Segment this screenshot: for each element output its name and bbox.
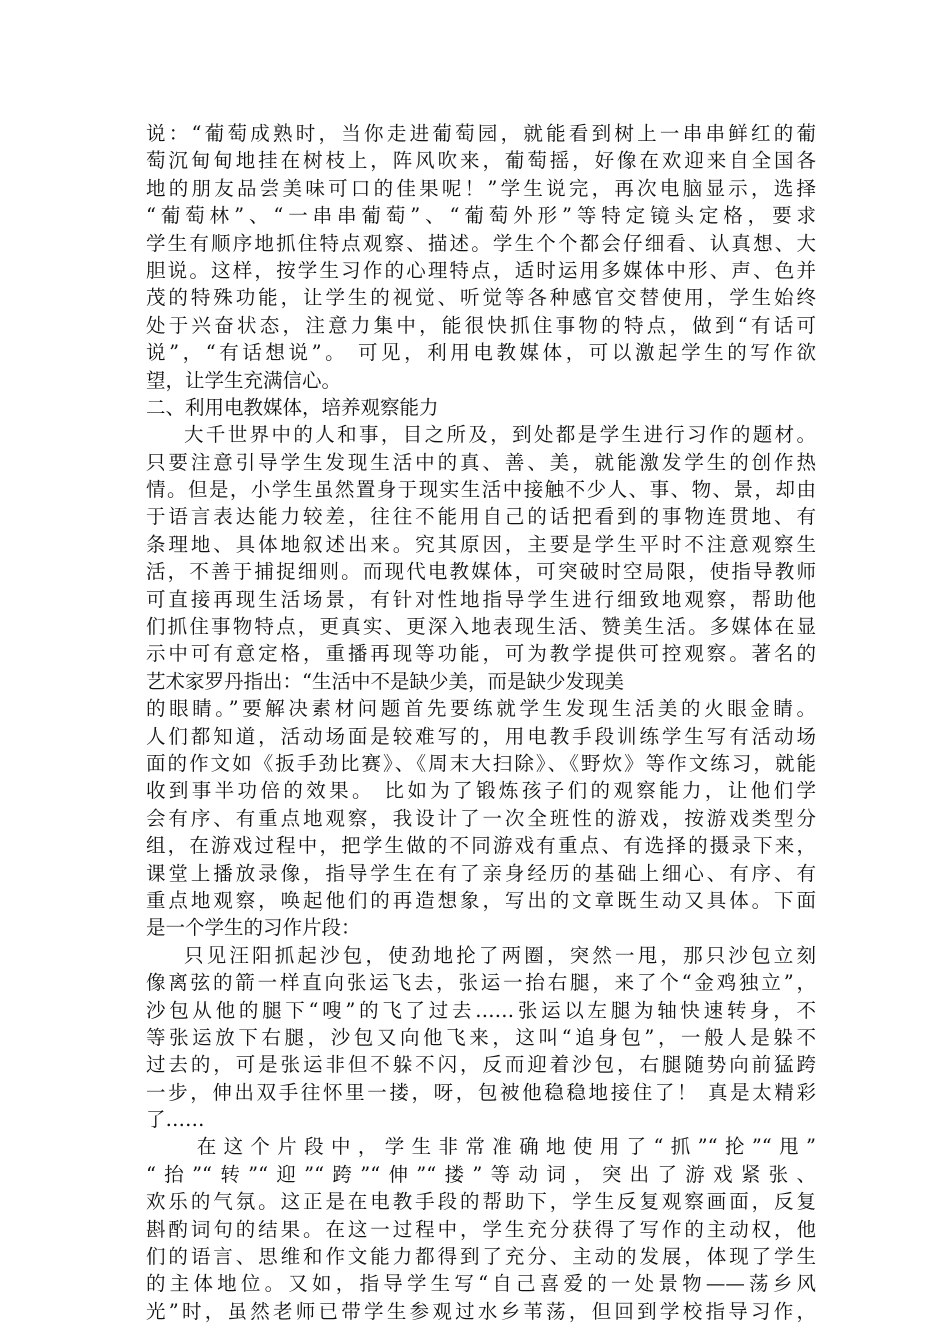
section-heading: 二、利用电教媒体，培养观察能力 xyxy=(146,395,439,419)
text-line: 萄沉甸甸地挂在树枝上，阵风吹来，葡萄摇，好像在欢迎来自全国各 xyxy=(146,149,816,173)
text-line: 沙包从他的腿下“嗖”的飞了过去……张运以左腿为轴快速转身，不 xyxy=(146,998,816,1022)
text-line: 只见汪阳抓起沙包，使劲地抡了两圈，突然一甩，那只沙包立刻 xyxy=(184,943,816,967)
text-line: 们的语言、思维和作文能力都得到了充分、主动的发展，体现了学生 xyxy=(146,1245,816,1269)
text-line: 的眼睛。”要解决素材问题首先要练就学生发现生活美的火眼金睛。 xyxy=(146,697,816,721)
text-line: 等张运放下右腿，沙包又向他飞来，这叫“追身包”，一般人是躲不 xyxy=(146,1025,816,1049)
text-line: 地的朋友品尝美味可口的佳果呢！”学生说完，再次电脑显示，选择 xyxy=(146,176,816,200)
text-line: 只要注意引导学生发现生活中的真、善、美，就能激发学生的创作热 xyxy=(146,450,816,474)
text-line: 说：“葡萄成熟时，当你走进葡萄园，就能看到树上一串串鲜红的葡 xyxy=(146,122,816,145)
text-line: 胆说。这样，按学生习作的心理特点，适时运用多媒体中形、声、色并 xyxy=(146,258,816,282)
text-line: 情。但是，小学生虽然置身于现实生活中接触不少人、事、物、景，却由 xyxy=(146,478,816,502)
text-line: 可直接再现生活场景，有针对性地指导学生进行细致地观察，帮助他 xyxy=(146,587,816,611)
text-line: 们抓住事物特点，更真实、更深入地表现生活、赞美生活。多媒体在显 xyxy=(146,615,816,639)
text-line: 光”时，虽然老师已带学生参观过水乡苇荡，但回到学校指导习作， xyxy=(146,1299,816,1323)
text-line: 像离弦的箭一样直向张运飞去，张运一抬右腿，来了个“金鸡独立”， xyxy=(146,971,816,995)
text-line: 望，让学生充满信心。 xyxy=(146,368,342,392)
text-line: 人们都知道，活动场面是较难写的，用电教手段训练学生写有活动场 xyxy=(146,724,816,748)
text-line: 过去的，可是张运非但不躲不闪，反而迎着沙包，右腿随势向前猛跨 xyxy=(146,1053,816,1077)
text-line: 条理地、具体地叙述出来。究其原因，主要是学生平时不注意观察生 xyxy=(146,532,816,556)
text-line: 处于兴奋状态，注意力集中，能很快抓住事物的特点，做到“有话可 xyxy=(146,313,816,337)
text-line: 说”，“有话想说”。 可见，利用电教媒体，可以激起学生的写作欲 xyxy=(146,341,816,365)
text-line: 活，不善于捕捉细则。而现代电教媒体，可突破时空局限，使指导教师 xyxy=(146,560,816,584)
text-line: 于语言表达能力较差，往往不能用自己的话把看到的事物连贯地、有 xyxy=(146,505,816,529)
text-line: 示中可有意定格，重播再现等功能，可为教学提供可控观察。著名的 xyxy=(146,642,816,666)
text-line: 了…… xyxy=(146,1108,205,1132)
text-line: 欢乐的气氛。这正是在电教手段的帮助下，学生反复观察画面，反复 xyxy=(146,1190,816,1214)
text-line: 课堂上播放录像，指导学生在有了亲身经历的基础上细心、有序、有 xyxy=(146,861,816,885)
text-line: 会有序、有重点地观察，我设计了一次全班性的游戏，按游戏类型分 xyxy=(146,806,816,830)
text-line: “抬”“转”“迎”“跨”“伸”“搂”等动词，突出了游戏紧张、 xyxy=(146,1162,816,1186)
text-line: 一步，伸出双手往怀里一搂，呀，包被他稳稳地接住了！ 真是太精彩 xyxy=(146,1080,816,1104)
text-line: 茂的特殊功能，让学生的视觉、听觉等各种感官交替使用，学生始终 xyxy=(146,286,816,310)
text-line: “葡萄林”、“一串串葡萄”、“葡萄外形”等特定镜头定格，要求 xyxy=(146,204,816,228)
text-line: 面的作文如《扳手劲比赛》、《周末大扫除》、《野炊》等作文练习，就能 xyxy=(146,751,816,775)
text-line: 斟酌词句的结果。在这一过程中，学生充分获得了写作的主动权，他 xyxy=(146,1217,816,1241)
text-line: 是一个学生的习作片段： xyxy=(146,916,361,940)
text-line: 艺术家罗丹指出：“生活中不是缺少美，而是缺少发现美 xyxy=(146,669,624,693)
text-line: 重点地观察，唤起他们的再造想象，写出的文章既生动又具体。下面 xyxy=(146,888,816,912)
text-line: 收到事半功倍的效果。 比如为了锻炼孩子们的观察能力，让他们学 xyxy=(146,779,816,803)
text-line: 学生有顺序地抓住特点观察、描述。学生个个都会仔细看、认真想、大 xyxy=(146,231,816,255)
text-line: 的主体地位。又如，指导学生写“自己喜爱的一处景物——荡乡风 xyxy=(146,1272,816,1296)
text-line: 大千世界中的人和事，目之所及，到处都是学生进行习作的题材。 xyxy=(184,423,816,447)
text-line: 组，在游戏过程中，把学生做的不同游戏有重点、有选择的摄录下来， xyxy=(146,834,816,858)
document-page xyxy=(146,120,816,1325)
text-line: 在这个片段中，学生非常准确地使用了“抓”“抡”“甩” xyxy=(196,1135,816,1159)
